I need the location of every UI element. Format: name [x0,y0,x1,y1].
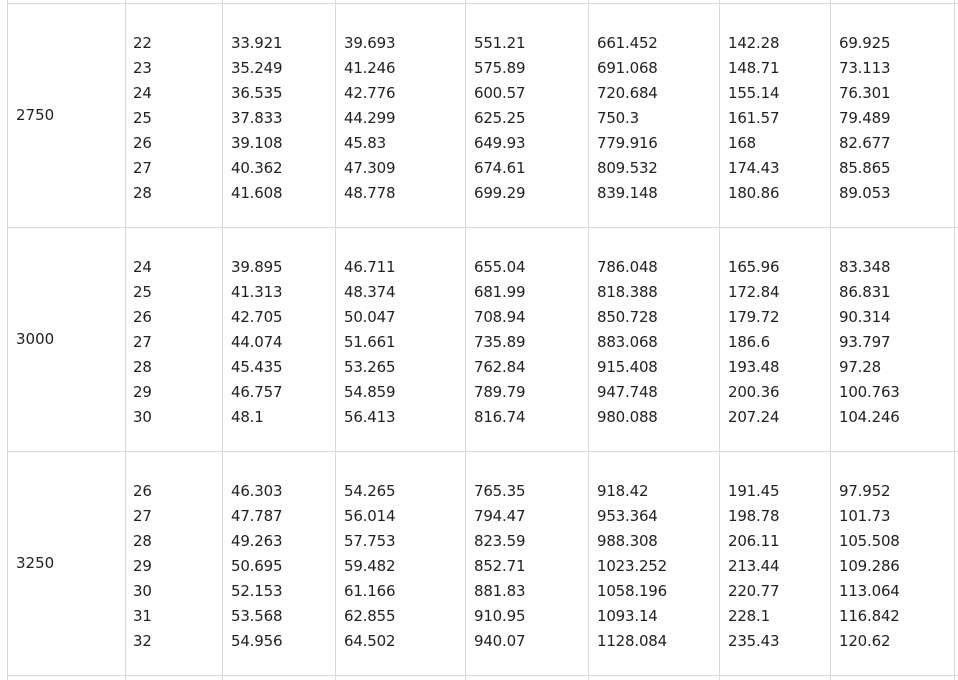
cell-value: 193.48 [728,358,780,376]
cell-value: 46.757 [231,383,283,401]
cell-value: 953.364 [597,507,658,525]
cell-value: 89.053 [839,184,891,202]
cell-value: 97.952 [839,482,891,500]
cell-value: 30 [133,582,152,600]
cell-value: 174.43 [728,159,780,177]
cell-value: 699.29 [474,184,526,202]
cell-value: 69.925 [839,34,891,52]
table-cell [474,255,525,430]
cell-value: 186.6 [728,333,770,351]
cell-value: 113.064 [839,582,900,600]
table-cell [839,479,900,654]
cell-value: 228.1 [728,607,770,625]
cell-value: 25 [133,109,152,127]
cell-value: 708.94 [474,308,526,326]
cell-value: 25 [133,283,152,301]
cell-value: 213.44 [728,557,780,575]
cell-value: 818.388 [597,283,658,301]
cell-value: 50.047 [344,308,396,326]
table-cell [597,479,667,654]
cell-value: 28 [133,184,152,202]
table-cell [231,31,282,206]
group-key-cell: 3000 [16,330,55,348]
cell-value: 220.77 [728,582,780,600]
cell-value: 179.72 [728,308,780,326]
cell-value: 120.62 [839,632,891,650]
table-cell [728,31,779,206]
cell-value: 155.14 [728,84,780,102]
cell-value: 46.303 [231,482,283,500]
cell-value: 26 [133,308,152,326]
cell-value: 823.59 [474,532,526,550]
cell-value: 42.705 [231,308,283,326]
cell-value: 28 [133,358,152,376]
cell-value: 165.96 [728,258,780,276]
table-cell [474,479,525,654]
cell-value: 79.489 [839,109,891,127]
table-cell [839,31,890,206]
cell-value: 48.778 [344,184,396,202]
cell-value: 54.265 [344,482,396,500]
table-cell [474,31,525,206]
cell-value: 31 [133,607,152,625]
cell-value: 105.508 [839,532,900,550]
cell-value: 53.265 [344,358,396,376]
cell-value: 852.71 [474,557,526,575]
cell-value: 57.753 [344,532,396,550]
cell-value: 52.153 [231,582,283,600]
cell-value: 59.482 [344,557,396,575]
cell-value: 45.83 [344,134,386,152]
cell-value: 988.308 [597,532,658,550]
table-cell [231,479,282,654]
cell-value: 881.83 [474,582,526,600]
cell-value: 90.314 [839,308,891,326]
cell-value: 168 [728,134,757,152]
cell-value: 681.99 [474,283,526,301]
cell-value: 83.348 [839,258,891,276]
cell-value: 54.859 [344,383,396,401]
cell-value: 200.36 [728,383,780,401]
cell-value: 33.921 [231,34,283,52]
table-cell [728,479,779,654]
group-key-cell: 3250 [16,554,55,572]
cell-value: 46.711 [344,258,396,276]
cell-value: 23 [133,59,152,77]
cell-value: 142.28 [728,34,780,52]
cell-value: 786.048 [597,258,658,276]
cell-value: 198.78 [728,507,780,525]
cell-value: 26 [133,134,152,152]
cell-value: 839.148 [597,184,658,202]
table-cell [133,255,152,430]
table-cell [133,31,152,206]
cell-value: 62.855 [344,607,396,625]
cell-value: 1093.14 [597,607,658,625]
table-cell [839,255,900,430]
cell-value: 27 [133,159,152,177]
cell-value: 148.71 [728,59,780,77]
cell-value: 36.535 [231,84,283,102]
cell-value: 32 [133,632,152,650]
cell-value: 86.831 [839,283,891,301]
cell-value: 56.413 [344,408,396,426]
cell-value: 53.568 [231,607,283,625]
cell-value: 101.73 [839,507,891,525]
cell-value: 735.89 [474,333,526,351]
cell-value: 720.684 [597,84,658,102]
cell-value: 44.074 [231,333,283,351]
cell-value: 76.301 [839,84,891,102]
cell-value: 29 [133,383,152,401]
cell-value: 41.608 [231,184,283,202]
table-cell [231,255,282,430]
cell-value: 691.068 [597,59,658,77]
cell-value: 24 [133,84,152,102]
cell-value: 30 [133,408,152,426]
cell-value: 762.84 [474,358,526,376]
cell-value: 47.309 [344,159,396,177]
cell-value: 1023.252 [597,557,667,575]
cell-value: 1128.084 [597,632,667,650]
cell-value: 97.28 [839,358,881,376]
cell-value: 39.693 [344,34,396,52]
cell-value: 22 [133,34,152,52]
cell-value: 779.916 [597,134,658,152]
cell-value: 48.1 [231,408,264,426]
table-cell [344,479,395,654]
cell-value: 750.3 [597,109,639,127]
cell-value: 947.748 [597,383,658,401]
cell-value: 37.833 [231,109,283,127]
table-cell [597,31,658,206]
cell-value: 191.45 [728,482,780,500]
table-cell [133,479,152,654]
cell-value: 24 [133,258,152,276]
cell-value: 26 [133,482,152,500]
cell-value: 661.452 [597,34,658,52]
cell-value: 64.502 [344,632,396,650]
cell-value: 625.25 [474,109,526,127]
cell-value: 104.246 [839,408,900,426]
table-row-group [0,227,958,451]
table-row-group [0,3,958,227]
cell-value: 40.362 [231,159,283,177]
cell-value: 29 [133,557,152,575]
cell-value: 51.661 [344,333,396,351]
cell-value: 27 [133,333,152,351]
cell-value: 50.695 [231,557,283,575]
cell-value: 41.246 [344,59,396,77]
cell-value: 109.286 [839,557,900,575]
cell-value: 850.728 [597,308,658,326]
group-key-cell: 2750 [16,106,55,124]
cell-value: 73.113 [839,59,891,77]
cell-value: 180.86 [728,184,780,202]
cell-value: 44.299 [344,109,396,127]
cell-value: 789.79 [474,383,526,401]
cell-value: 42.776 [344,84,396,102]
cell-value: 910.95 [474,607,526,625]
cell-value: 54.956 [231,632,283,650]
cell-value: 206.11 [728,532,780,550]
cell-value: 235.43 [728,632,780,650]
table-row-group [0,451,958,675]
cell-value: 47.787 [231,507,283,525]
cell-value: 655.04 [474,258,526,276]
cell-value: 49.263 [231,532,283,550]
cell-value: 940.07 [474,632,526,650]
cell-value: 883.068 [597,333,658,351]
cell-value: 39.108 [231,134,283,152]
cell-value: 56.014 [344,507,396,525]
cell-value: 100.763 [839,383,900,401]
cell-value: 794.47 [474,507,526,525]
cell-value: 765.35 [474,482,526,500]
cell-value: 172.84 [728,283,780,301]
cell-value: 161.57 [728,109,780,127]
cell-value: 27 [133,507,152,525]
table-cell [597,255,658,430]
cell-value: 116.842 [839,607,900,625]
cell-value: 93.797 [839,333,891,351]
cell-value: 1058.196 [597,582,667,600]
cell-value: 207.24 [728,408,780,426]
cell-value: 980.088 [597,408,658,426]
cell-value: 28 [133,532,152,550]
cell-value: 48.374 [344,283,396,301]
cell-value: 918.42 [597,482,649,500]
cell-value: 39.895 [231,258,283,276]
cell-value: 61.166 [344,582,396,600]
cell-value: 600.57 [474,84,526,102]
cell-value: 915.408 [597,358,658,376]
row-divider [7,675,958,676]
cell-value: 85.865 [839,159,891,177]
table-cell [728,255,779,430]
cell-value: 816.74 [474,408,526,426]
cell-value: 41.313 [231,283,283,301]
cell-value: 45.435 [231,358,283,376]
cell-value: 649.93 [474,134,526,152]
table-cell [344,31,395,206]
cell-value: 35.249 [231,59,283,77]
cell-value: 575.89 [474,59,526,77]
table-cell [344,255,395,430]
cell-value: 674.61 [474,159,526,177]
cell-value: 82.677 [839,134,891,152]
cell-value: 809.532 [597,159,658,177]
cell-value: 551.21 [474,34,526,52]
